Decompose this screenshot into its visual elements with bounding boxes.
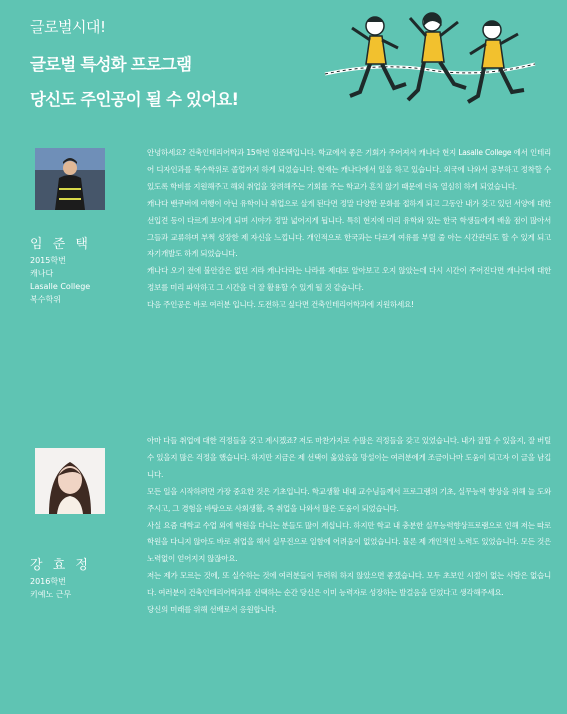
profile-year-1: 2015학번 [30, 256, 66, 265]
story-1 [147, 145, 551, 314]
story-2-paragraph: 아마 다들 취업에 대한 걱정들을 갖고 계시겠죠? 저도 마찬가지로 수많은 걱정들을 갖고 있었습니다. 내가 잘할 수 있을지, 잘 버틸 수 있을지 많은 걱정을 했습니다. 하지만 지금은 제 선택이 옳았음을 망설이는 여러분에게 조금이나마 도움이 되고자 이 글을 남깁니다. [147, 436, 551, 479]
header-title-line1: 글로벌 특성화 프로그램 [30, 55, 192, 74]
profile-country-1: 캐나다 [30, 269, 54, 278]
profile-name-2: 강 효 정 [30, 558, 91, 573]
runner-left-figure [350, 17, 406, 96]
story-2-paragraph: 모든 일을 시작하려면 가장 중요한 것은 기초입니다. 학교생활 내내 교수님들께서 프로그램의 기초, 실무능력 향상을 위해 늘 도와주시고, 그 경험을 바탕으로 사회생활, 즉 취업을 나와서 많은 도움이 되었습니다. [147, 486, 551, 513]
story-2 [147, 433, 551, 619]
story-2-paragraph: 사실 요즘 대학교 수업 외에 학원을 다니는 분들도 많이 계십니다. 하지만 학교 내 충분한 실무능력향상프로램으로 인해 저는 따로 학원을 다니지 않아도 바로 취업을 해서 실무진으로 일함에 어려움이 없었습니다. 물론 제 개인적인 노력도 있었습니다. 모든 것은 노력없이 얻어지지 않잖아요. [147, 520, 551, 564]
profile-photo-1 [35, 148, 105, 210]
profile-photo-2 [35, 448, 105, 514]
story-2-paragraph: 당신의 미래를 위해 선배로서 응원합니다. [147, 605, 277, 615]
story-2-paragraph: 저는 제가 모르는 것에, 또 실수하는 것에 여러분들이 두려워 하지 않았으면 좋겠습니다. 모두 초보인 시절이 없는 사람은 없습니다. 여러분이 건축인테리어학과를 선택하는 순간 당신은 이미 능력자로 성장하는 발걸음을 딛었다고 생각해주세요. [147, 571, 551, 598]
story-1-paragraph: 안녕하세요? 건축인테리어학과 15학번 임준택입니다. 학교에서 좋은 기회가 주어져서 캐나다 현지 Lasalle College 에서 인테리어 디자인과를 복수학위로 졸업까지 하게 되었습니다. 현재는 캐나다에서 일을 하고 있습니다. 외국에 나와서 공부하고 정착할 수 있도록 학비를 지원해주고 해외 취업을 장려해주는 기회를 주는 학교가 흔치 않기 때문에 더욱 열심히 하게 되었습니다. [147, 148, 551, 191]
profile-meta-1 [30, 254, 90, 306]
profile-year-2: 2016학번 [30, 577, 66, 586]
header-title-line2: 당신도 주인공이 될 수 있어요! [30, 90, 239, 109]
story-1-paragraph: 다음 주인공은 바로 여러분 입니다. 도전하고 싶다면 건축인테리어학과에 지원하세요! [147, 300, 414, 310]
profile-school-1: Lasalle College [30, 282, 91, 291]
profile-workplace-2: 키예노 근무 [30, 590, 72, 599]
profile-degree-1: 복수학위 [30, 295, 61, 304]
story-1-paragraph: 캐나다 오기 전에 불안감은 없던 지라 캐나다라는 나라를 제대로 알아보고 오지 않았는데 다시 시간이 주어진다면 캐나다에 대한 정보를 미리 파악하고 그 시간을 더 잘 활용할 수 있게 될 것 같습니다. [147, 266, 551, 293]
runner-center-figure [408, 13, 466, 100]
story-1-paragraph: 캐나다 밴쿠버에 여행이 아닌 유학이나 취업으로 살게 된다면 정말 다양한 문화를 접하게 되고 그동안 내가 갖고 있던 서양에 대한 선입견 등이 다르게 보이게 되며 시야가 정말 넓어지게 됩니다. 특히 현지에 미리 유학와 있는 한국 학생들에게 배울 점이 많아서 그들과 교류하며 부쩍 성장한 제 자신을 느낍니다. 개인적으로 한국과는 다르게 여유를 부릴 줄 아는 시간관리도 할 수 있게 되고 자기개발도 하게 되었습니다. [147, 198, 551, 259]
profile-meta-2 [30, 575, 71, 601]
runner-right-figure [468, 21, 524, 102]
runners-illustration [320, 4, 540, 114]
profile-name-1: 임 준 택 [30, 237, 91, 252]
header-kicker: 글로벌시대! [30, 18, 106, 36]
